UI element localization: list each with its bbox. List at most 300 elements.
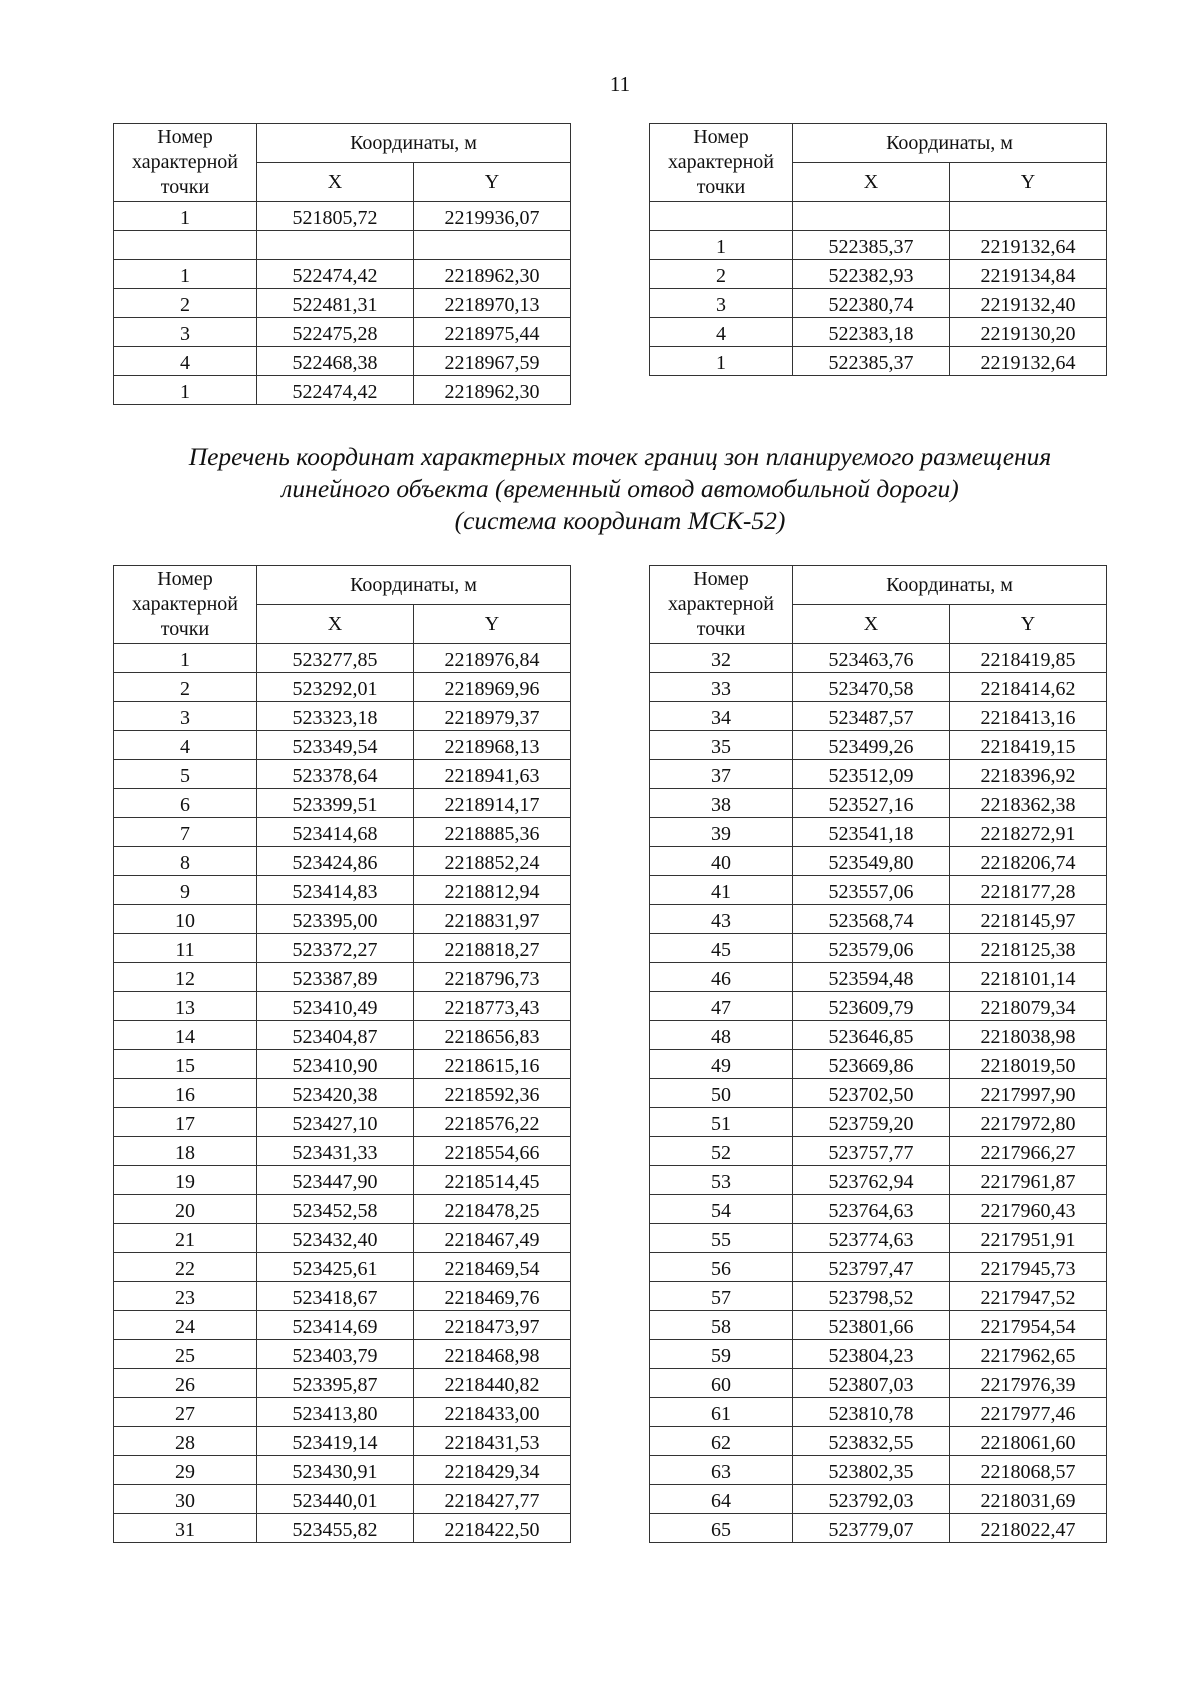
- y-coordinate-cell: 2219132,40: [950, 289, 1107, 318]
- table-row: [114, 1079, 571, 1108]
- y-coordinate-cell: 2219130,20: [950, 318, 1107, 347]
- x-coordinate-cell: 523557,06: [793, 876, 950, 905]
- x-coordinate-cell: 523702,50: [793, 1079, 950, 1108]
- x-coordinate-cell: 523764,63: [793, 1195, 950, 1224]
- y-coordinate-cell: 2218206,74: [950, 847, 1107, 876]
- point-number-cell: 25: [114, 1340, 257, 1369]
- point-number-cell: 19: [114, 1166, 257, 1195]
- x-coordinate-cell: 523410,49: [257, 992, 414, 1021]
- x-coordinate-cell: 523395,00: [257, 905, 414, 934]
- table-row: [114, 260, 571, 289]
- point-number-cell: 64: [650, 1485, 793, 1514]
- table-row: [114, 818, 571, 847]
- table-row: [650, 1398, 1107, 1427]
- y-coordinate-cell: 2219132,64: [950, 347, 1107, 376]
- y-coordinate-cell: 2218101,14: [950, 963, 1107, 992]
- header-y: Y: [950, 163, 1107, 202]
- y-coordinate-cell: 2218941,63: [414, 760, 571, 789]
- x-coordinate-cell: 522382,93: [793, 260, 950, 289]
- table-row: [114, 231, 571, 260]
- y-coordinate-cell: 2218469,54: [414, 1253, 571, 1282]
- y-coordinate-cell: 2218467,49: [414, 1224, 571, 1253]
- x-coordinate-cell: 523792,03: [793, 1485, 950, 1514]
- table-row: [650, 1311, 1107, 1340]
- table-row: [650, 644, 1107, 673]
- y-coordinate-cell: 2219132,64: [950, 231, 1107, 260]
- section-heading-line-2: линейного объекта (временный отвод автомобильной дороги): [281, 474, 959, 503]
- y-coordinate-cell: 2218796,73: [414, 963, 571, 992]
- y-coordinate-cell: 2218125,38: [950, 934, 1107, 963]
- table-row: [650, 1021, 1107, 1050]
- x-coordinate-cell: 523797,47: [793, 1253, 950, 1282]
- point-number-cell: 46: [650, 963, 793, 992]
- point-number-cell: 15: [114, 1050, 257, 1079]
- table-row: [650, 289, 1107, 318]
- y-coordinate-cell: 2218885,36: [414, 818, 571, 847]
- x-coordinate-cell: 523414,69: [257, 1311, 414, 1340]
- table-row: [114, 1456, 571, 1485]
- header-x: X: [793, 163, 950, 202]
- x-coordinate-cell: 523499,26: [793, 731, 950, 760]
- header-y: Y: [414, 605, 571, 644]
- x-coordinate-cell: [793, 202, 950, 231]
- point-number-cell: 54: [650, 1195, 793, 1224]
- y-coordinate-cell: 2218962,30: [414, 376, 571, 405]
- table-row: [114, 1427, 571, 1456]
- x-coordinate-cell: 523512,09: [793, 760, 950, 789]
- point-number-cell: 10: [114, 905, 257, 934]
- y-coordinate-cell: 2218969,96: [414, 673, 571, 702]
- point-number-cell: 2: [114, 673, 257, 702]
- y-coordinate-cell: 2218914,17: [414, 789, 571, 818]
- x-coordinate-cell: 523470,58: [793, 673, 950, 702]
- point-number-cell: 62: [650, 1427, 793, 1456]
- x-coordinate-cell: 522468,38: [257, 347, 414, 376]
- y-coordinate-cell: 2217962,65: [950, 1340, 1107, 1369]
- bottom-left-table-wrap: [113, 565, 571, 1543]
- point-number-cell: 14: [114, 1021, 257, 1050]
- header-coordinates: Координаты, м: [793, 566, 1107, 605]
- bottom-right-coords-table: [649, 565, 1107, 1543]
- table-row: [650, 1108, 1107, 1137]
- y-coordinate-cell: [950, 202, 1107, 231]
- header-point-number: Номер характерной точки: [114, 124, 257, 202]
- x-coordinate-cell: 522380,74: [793, 289, 950, 318]
- point-number-cell: 22: [114, 1253, 257, 1282]
- y-coordinate-cell: 2218852,24: [414, 847, 571, 876]
- table-row: [650, 1195, 1107, 1224]
- point-number-cell: 3: [114, 318, 257, 347]
- point-number-cell: 20: [114, 1195, 257, 1224]
- table-row: [114, 376, 571, 405]
- table-row: [114, 673, 571, 702]
- point-number-cell: 41: [650, 876, 793, 905]
- point-number-cell: 1: [114, 644, 257, 673]
- point-number-cell: 48: [650, 1021, 793, 1050]
- y-coordinate-cell: 2217945,73: [950, 1253, 1107, 1282]
- x-coordinate-cell: 523410,90: [257, 1050, 414, 1079]
- y-coordinate-cell: 2218414,62: [950, 673, 1107, 702]
- y-coordinate-cell: 2217972,80: [950, 1108, 1107, 1137]
- x-coordinate-cell: 523427,10: [257, 1108, 414, 1137]
- table-row: [650, 818, 1107, 847]
- x-coordinate-cell: 523447,90: [257, 1166, 414, 1195]
- point-number-cell: 1: [650, 347, 793, 376]
- table-row: [114, 934, 571, 963]
- table-row: [114, 876, 571, 905]
- point-number-cell: 35: [650, 731, 793, 760]
- table-row: [650, 673, 1107, 702]
- point-number-cell: 1: [650, 231, 793, 260]
- x-coordinate-cell: 523418,67: [257, 1282, 414, 1311]
- point-number-cell: 1: [114, 260, 257, 289]
- y-coordinate-cell: 2218831,97: [414, 905, 571, 934]
- point-number-cell: 56: [650, 1253, 793, 1282]
- table-row: [114, 789, 571, 818]
- point-number-cell: 4: [114, 347, 257, 376]
- table-row: [650, 1340, 1107, 1369]
- point-number-cell: 65: [650, 1514, 793, 1543]
- table-row: [650, 992, 1107, 1021]
- y-coordinate-cell: 2218976,84: [414, 644, 571, 673]
- table-row: [114, 1021, 571, 1050]
- table-row: [114, 644, 571, 673]
- point-number-cell: 53: [650, 1166, 793, 1195]
- y-coordinate-cell: 2218068,57: [950, 1456, 1107, 1485]
- y-coordinate-cell: 2217960,43: [950, 1195, 1107, 1224]
- x-coordinate-cell: 523432,40: [257, 1224, 414, 1253]
- top-left-table-body: [114, 202, 571, 405]
- point-number-cell: 23: [114, 1282, 257, 1311]
- point-number-cell: 27: [114, 1398, 257, 1427]
- table-row: [114, 1137, 571, 1166]
- x-coordinate-cell: 522481,31: [257, 289, 414, 318]
- x-coordinate-cell: 523527,16: [793, 789, 950, 818]
- table-row: [650, 1137, 1107, 1166]
- x-coordinate-cell: 522385,37: [793, 347, 950, 376]
- point-number-cell: 59: [650, 1340, 793, 1369]
- x-coordinate-cell: 523413,80: [257, 1398, 414, 1427]
- y-coordinate-cell: 2218145,97: [950, 905, 1107, 934]
- point-number-cell: 29: [114, 1456, 257, 1485]
- header-coordinates: Координаты, м: [793, 124, 1107, 163]
- y-coordinate-cell: 2217951,91: [950, 1224, 1107, 1253]
- bottom-right-table-wrap: [649, 565, 1107, 1543]
- header-point-number: Номер характерной точки: [650, 124, 793, 202]
- point-number-cell: 1: [114, 202, 257, 231]
- x-coordinate-cell: 523323,18: [257, 702, 414, 731]
- point-number-cell: 58: [650, 1311, 793, 1340]
- y-coordinate-cell: 2218061,60: [950, 1427, 1107, 1456]
- x-coordinate-cell: 523455,82: [257, 1514, 414, 1543]
- section-heading-line-3: (система координат МСК-52): [454, 506, 786, 535]
- table-row: [114, 202, 571, 231]
- header-x: X: [257, 163, 414, 202]
- table-row: [114, 992, 571, 1021]
- y-coordinate-cell: 2219936,07: [414, 202, 571, 231]
- y-coordinate-cell: 2218431,53: [414, 1427, 571, 1456]
- x-coordinate-cell: 523779,07: [793, 1514, 950, 1543]
- x-coordinate-cell: 523387,89: [257, 963, 414, 992]
- x-coordinate-cell: 523277,85: [257, 644, 414, 673]
- x-coordinate-cell: 523759,20: [793, 1108, 950, 1137]
- y-coordinate-cell: 2218592,36: [414, 1079, 571, 1108]
- table-row: [650, 318, 1107, 347]
- x-coordinate-cell: 523579,06: [793, 934, 950, 963]
- point-number-cell: 32: [650, 644, 793, 673]
- table-row: [114, 1311, 571, 1340]
- table-row: [114, 847, 571, 876]
- table-row: [650, 260, 1107, 289]
- point-number-cell: 18: [114, 1137, 257, 1166]
- point-number-cell: 13: [114, 992, 257, 1021]
- y-coordinate-cell: 2218022,47: [950, 1514, 1107, 1543]
- table-row: [650, 789, 1107, 818]
- x-coordinate-cell: 523452,58: [257, 1195, 414, 1224]
- table-row: [650, 702, 1107, 731]
- point-number-cell: 61: [650, 1398, 793, 1427]
- x-coordinate-cell: 523807,03: [793, 1369, 950, 1398]
- table-row: [650, 202, 1107, 231]
- y-coordinate-cell: 2217947,52: [950, 1282, 1107, 1311]
- table-row: [650, 231, 1107, 260]
- x-coordinate-cell: 523568,74: [793, 905, 950, 934]
- y-coordinate-cell: 2218554,66: [414, 1137, 571, 1166]
- y-coordinate-cell: 2218818,27: [414, 934, 571, 963]
- table-row: [114, 1485, 571, 1514]
- point-number-cell: 34: [650, 702, 793, 731]
- table-row: [114, 905, 571, 934]
- point-number-cell: 31: [114, 1514, 257, 1543]
- y-coordinate-cell: 2218419,15: [950, 731, 1107, 760]
- point-number-cell: 11: [114, 934, 257, 963]
- y-coordinate-cell: 2218962,30: [414, 260, 571, 289]
- point-number-cell: 5: [114, 760, 257, 789]
- x-coordinate-cell: 522385,37: [793, 231, 950, 260]
- y-coordinate-cell: 2218968,13: [414, 731, 571, 760]
- header-coordinates: Координаты, м: [257, 124, 571, 163]
- table-row: [114, 1166, 571, 1195]
- y-coordinate-cell: 2218419,85: [950, 644, 1107, 673]
- point-number-cell: 60: [650, 1369, 793, 1398]
- x-coordinate-cell: 523804,23: [793, 1340, 950, 1369]
- y-coordinate-cell: 2218975,44: [414, 318, 571, 347]
- point-number-cell: 9: [114, 876, 257, 905]
- header-coordinates: Координаты, м: [257, 566, 571, 605]
- table-row: [650, 1166, 1107, 1195]
- x-coordinate-cell: 523774,63: [793, 1224, 950, 1253]
- y-coordinate-cell: 2218413,16: [950, 702, 1107, 731]
- header-point-number: Номер характерной точки: [650, 566, 793, 644]
- x-coordinate-cell: 523669,86: [793, 1050, 950, 1079]
- x-coordinate-cell: 523757,77: [793, 1137, 950, 1166]
- x-coordinate-cell: 523549,80: [793, 847, 950, 876]
- x-coordinate-cell: 523798,52: [793, 1282, 950, 1311]
- x-coordinate-cell: 522474,42: [257, 376, 414, 405]
- y-coordinate-cell: 2218967,59: [414, 347, 571, 376]
- point-number-cell: 57: [650, 1282, 793, 1311]
- x-coordinate-cell: 523463,76: [793, 644, 950, 673]
- x-coordinate-cell: 523419,14: [257, 1427, 414, 1456]
- x-coordinate-cell: 523646,85: [793, 1021, 950, 1050]
- table-row: [650, 1456, 1107, 1485]
- point-number-cell: 55: [650, 1224, 793, 1253]
- table-row: [114, 1108, 571, 1137]
- table-row: [114, 702, 571, 731]
- y-coordinate-cell: 2218177,28: [950, 876, 1107, 905]
- point-number-cell: 51: [650, 1108, 793, 1137]
- y-coordinate-cell: 2218038,98: [950, 1021, 1107, 1050]
- table-row: [650, 1369, 1107, 1398]
- table-row: [114, 1195, 571, 1224]
- y-coordinate-cell: 2218979,37: [414, 702, 571, 731]
- y-coordinate-cell: 2218396,92: [950, 760, 1107, 789]
- table-row: [114, 289, 571, 318]
- y-coordinate-cell: 2217966,27: [950, 1137, 1107, 1166]
- x-coordinate-cell: 523762,94: [793, 1166, 950, 1195]
- point-number-cell: [650, 202, 793, 231]
- table-row: [650, 731, 1107, 760]
- table-row: [650, 847, 1107, 876]
- x-coordinate-cell: [257, 231, 414, 260]
- header-point-number: Номер характерной точки: [114, 566, 257, 644]
- table-row: [650, 760, 1107, 789]
- point-number-cell: 47: [650, 992, 793, 1021]
- table-row: [114, 760, 571, 789]
- y-coordinate-cell: 2218440,82: [414, 1369, 571, 1398]
- header-x: X: [257, 605, 414, 644]
- page-number: 11: [609, 72, 631, 96]
- point-number-cell: 40: [650, 847, 793, 876]
- y-coordinate-cell: 2217997,90: [950, 1079, 1107, 1108]
- table-row: [650, 963, 1107, 992]
- x-coordinate-cell: 523832,55: [793, 1427, 950, 1456]
- x-coordinate-cell: 523609,79: [793, 992, 950, 1021]
- table-row: [114, 1253, 571, 1282]
- y-coordinate-cell: 2218576,22: [414, 1108, 571, 1137]
- section-heading: [100, 441, 1140, 537]
- point-number-cell: 2: [114, 289, 257, 318]
- table-row: [114, 1224, 571, 1253]
- point-number-cell: 26: [114, 1369, 257, 1398]
- y-coordinate-cell: 2218615,16: [414, 1050, 571, 1079]
- x-coordinate-cell: 523810,78: [793, 1398, 950, 1427]
- top-right-coords-table: [649, 123, 1107, 376]
- top-left-coords-table: [113, 123, 571, 405]
- x-coordinate-cell: 523399,51: [257, 789, 414, 818]
- table-row: [114, 1369, 571, 1398]
- header-y: Y: [414, 163, 571, 202]
- section-heading-line-1: Перечень координат характерных точек границ зон планируемого размещения: [188, 442, 1052, 471]
- y-coordinate-cell: 2218514,45: [414, 1166, 571, 1195]
- y-coordinate-cell: 2218427,77: [414, 1485, 571, 1514]
- header-x: X: [793, 605, 950, 644]
- x-coordinate-cell: 523292,01: [257, 673, 414, 702]
- point-number-cell: 4: [650, 318, 793, 347]
- table-row: [650, 1282, 1107, 1311]
- y-coordinate-cell: 2218469,76: [414, 1282, 571, 1311]
- x-coordinate-cell: 523801,66: [793, 1311, 950, 1340]
- x-coordinate-cell: 523404,87: [257, 1021, 414, 1050]
- point-number-cell: 38: [650, 789, 793, 818]
- point-number-cell: [114, 231, 257, 260]
- x-coordinate-cell: 523372,27: [257, 934, 414, 963]
- y-coordinate-cell: 2218079,34: [950, 992, 1107, 1021]
- point-number-cell: 30: [114, 1485, 257, 1514]
- bottom-left-table-body: [114, 644, 571, 1543]
- point-number-cell: 24: [114, 1311, 257, 1340]
- x-coordinate-cell: 523802,35: [793, 1456, 950, 1485]
- bottom-right-table-body: [650, 644, 1107, 1543]
- y-coordinate-cell: 2218031,69: [950, 1485, 1107, 1514]
- table-row: [650, 1224, 1107, 1253]
- point-number-cell: 8: [114, 847, 257, 876]
- x-coordinate-cell: 521805,72: [257, 202, 414, 231]
- x-coordinate-cell: 523487,57: [793, 702, 950, 731]
- y-coordinate-cell: 2218773,43: [414, 992, 571, 1021]
- point-number-cell: 3: [114, 702, 257, 731]
- table-row: [650, 1079, 1107, 1108]
- y-coordinate-cell: 2218272,91: [950, 818, 1107, 847]
- x-coordinate-cell: 523414,68: [257, 818, 414, 847]
- table-row: [114, 1514, 571, 1543]
- table-row: [650, 1514, 1107, 1543]
- top-right-table-body: [650, 202, 1107, 376]
- table-row: [650, 347, 1107, 376]
- point-number-cell: 16: [114, 1079, 257, 1108]
- point-number-cell: 1: [114, 376, 257, 405]
- point-number-cell: 37: [650, 760, 793, 789]
- x-coordinate-cell: 523440,01: [257, 1485, 414, 1514]
- point-number-cell: 33: [650, 673, 793, 702]
- table-row: [114, 1050, 571, 1079]
- y-coordinate-cell: 2218473,97: [414, 1311, 571, 1340]
- x-coordinate-cell: 523395,87: [257, 1369, 414, 1398]
- y-coordinate-cell: 2218433,00: [414, 1398, 571, 1427]
- x-coordinate-cell: 523414,83: [257, 876, 414, 905]
- x-coordinate-cell: 523378,64: [257, 760, 414, 789]
- y-coordinate-cell: 2218429,34: [414, 1456, 571, 1485]
- y-coordinate-cell: 2218656,83: [414, 1021, 571, 1050]
- table-row: [650, 1050, 1107, 1079]
- x-coordinate-cell: 523349,54: [257, 731, 414, 760]
- x-coordinate-cell: 523431,33: [257, 1137, 414, 1166]
- header-y: Y: [950, 605, 1107, 644]
- point-number-cell: 4: [114, 731, 257, 760]
- table-row: [114, 731, 571, 760]
- x-coordinate-cell: 523541,18: [793, 818, 950, 847]
- point-number-cell: 45: [650, 934, 793, 963]
- x-coordinate-cell: 522383,18: [793, 318, 950, 347]
- y-coordinate-cell: 2218362,38: [950, 789, 1107, 818]
- x-coordinate-cell: 523420,38: [257, 1079, 414, 1108]
- x-coordinate-cell: 523430,91: [257, 1456, 414, 1485]
- bottom-left-coords-table: [113, 565, 571, 1543]
- y-coordinate-cell: 2217977,46: [950, 1398, 1107, 1427]
- table-row: [650, 1253, 1107, 1282]
- table-row: [650, 934, 1107, 963]
- x-coordinate-cell: 523425,61: [257, 1253, 414, 1282]
- point-number-cell: 52: [650, 1137, 793, 1166]
- point-number-cell: 7: [114, 818, 257, 847]
- y-coordinate-cell: 2217954,54: [950, 1311, 1107, 1340]
- table-row: [650, 905, 1107, 934]
- table-row: [114, 1282, 571, 1311]
- table-row: [114, 963, 571, 992]
- top-left-table-wrap: [113, 123, 571, 405]
- y-coordinate-cell: 2218970,13: [414, 289, 571, 318]
- y-coordinate-cell: 2217961,87: [950, 1166, 1107, 1195]
